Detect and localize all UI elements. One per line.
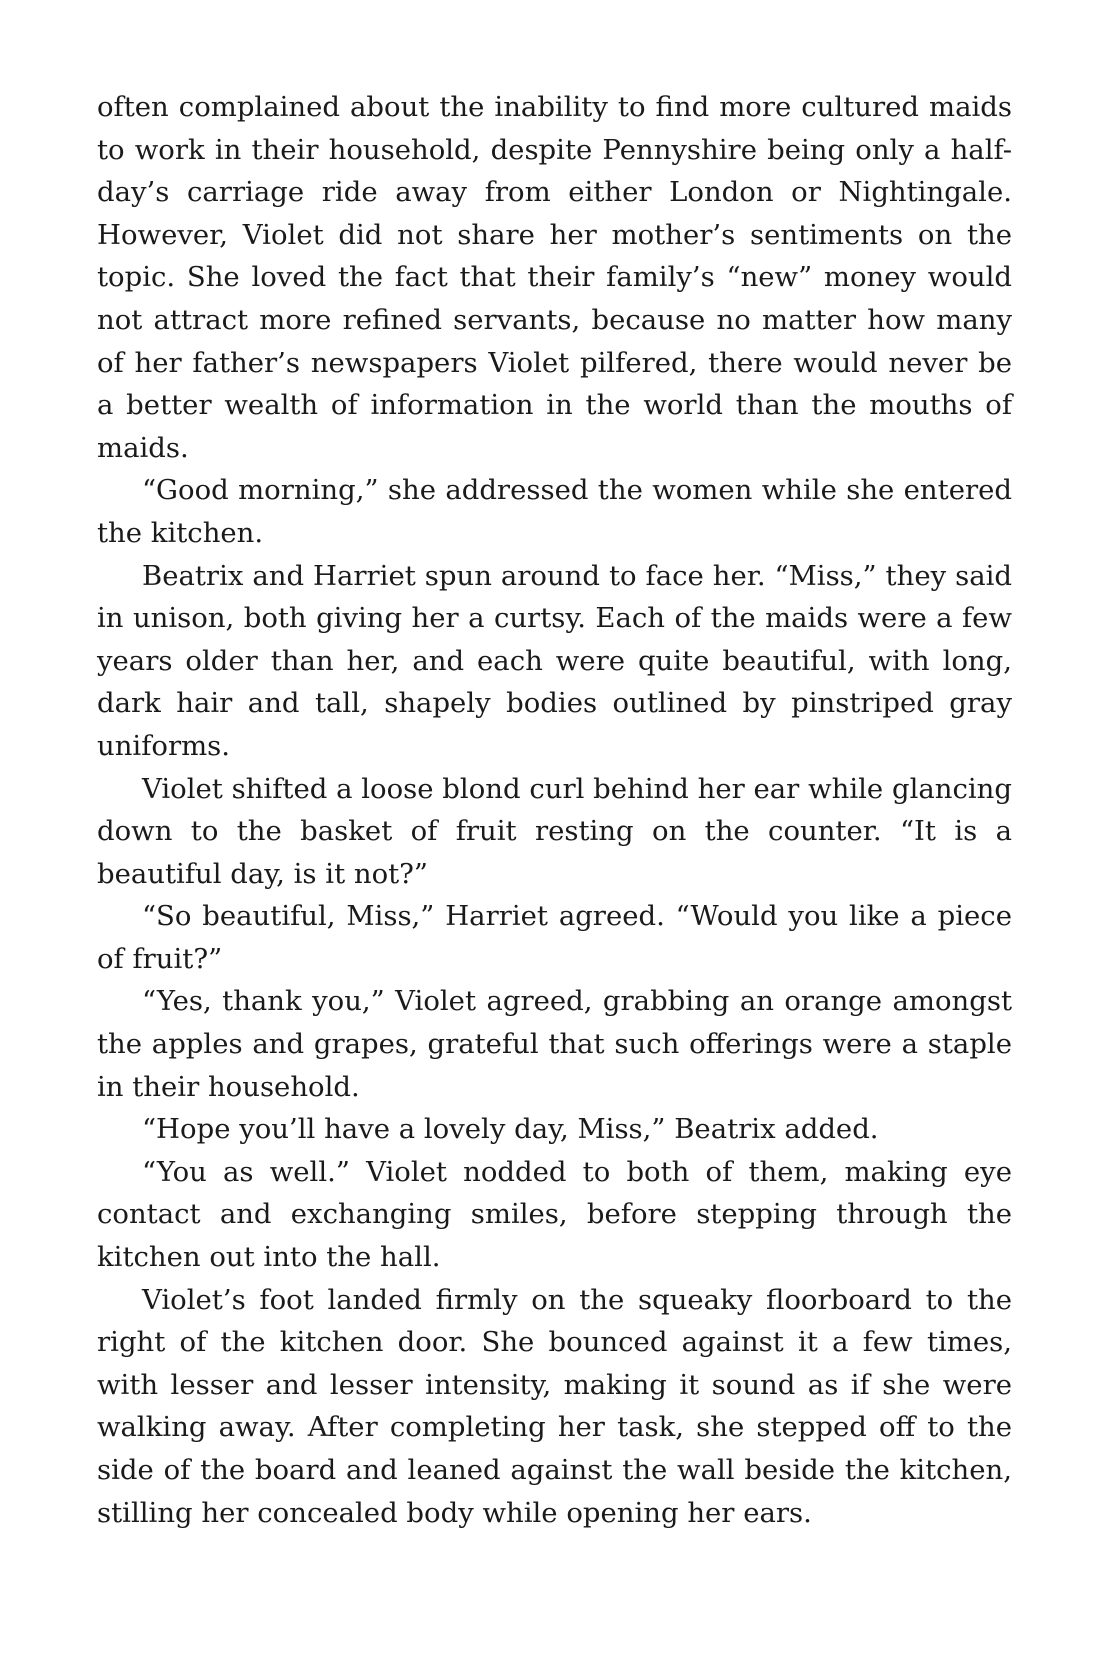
paragraph-maids-curtsy: Beatrix and Harriet spun around to face her. “Miss,” they said in unison, both giving her a curtsy. Each of the maids were a few years older than her, and each were quite beautiful, with long, dark hair and tall, shapely bodies outlined by pinstriped gray uniforms.	[97, 559, 1012, 762]
paragraph-violet-orange: “Yes, thank you,” Violet agreed, grabbing an orange amongst the apples and grapes, grateful that such offerings were a staple in their household.	[97, 985, 1012, 1103]
paragraph-fruit-basket: Violet shifted a loose blond curl behind her ear while glancing down to the basket of fruit resting on the counter. “It is a beautiful day, is it not?”	[97, 772, 1012, 890]
paragraph-continuation: often complained about the inability to find more cultured maids to work in their household, despite Pennyshire being only a half-day’s carriage ride away from either London or Nightingale. However, Violet did not share her mother’s sentiments on the topic. She loved the fact that their family’s “new” money would not attract more refined servants, because no matter how many of her father’s newspapers Violet pilfered, there would never be a better wealth of information in the world than the mouths of maids.	[97, 91, 1012, 464]
paragraph-harriet-offer: “So beautiful, Miss,” Harriet agreed. “Would you like a piece of fruit?”	[97, 900, 1012, 975]
paragraph-good-morning: “Good morning,” she addressed the women while she entered the kitchen.	[97, 474, 1012, 549]
page-body	[97, 86, 1012, 1534]
paragraph-beatrix-farewell: “Hope you’ll have a lovely day, Miss,” Beatrix added.	[142, 1113, 879, 1146]
paragraph-floorboard: Violet’s foot landed firmly on the squeaky floorboard to the right of the kitchen door. She bounced against it a few times, with lesser and lesser intensity, making it sound as if she were walking away. After completing her task, she stepped off to the side of the board and leaned against the wall beside the kitchen, stilling her concealed body while opening her ears.	[97, 1283, 1012, 1529]
paragraph-violet-nod: “You as well.” Violet nodded to both of them, making eye contact and exchanging smiles, before stepping through the kitchen out into the hall.	[97, 1155, 1012, 1274]
